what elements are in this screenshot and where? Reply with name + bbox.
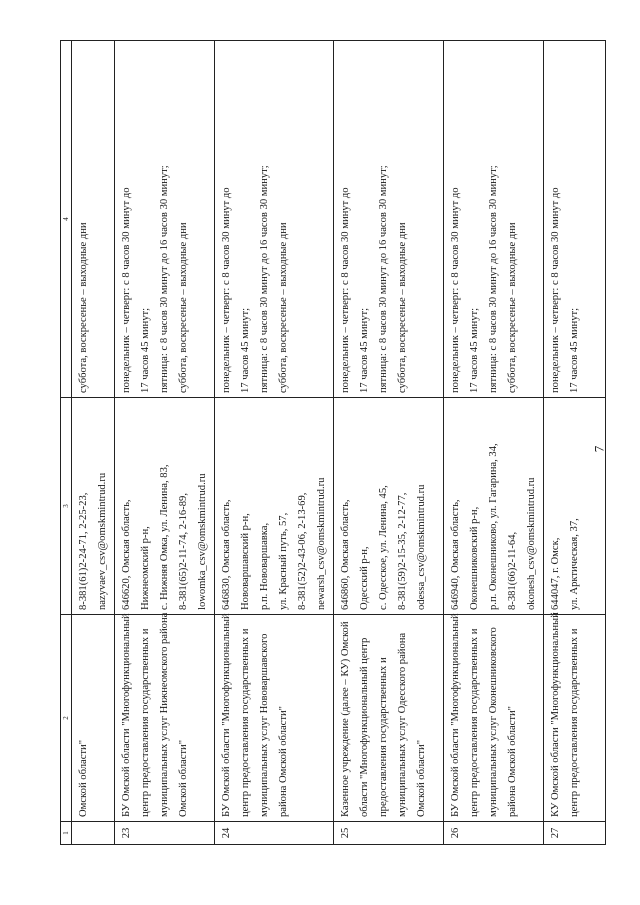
contact-info-line: Нижнеомский р-н, xyxy=(140,526,151,610)
page-number: 7 xyxy=(591,445,607,453)
institution-name-line: района Омской области" xyxy=(278,705,289,817)
institution-name-line: муниципальных услуг Нижнеомского района xyxy=(159,612,170,817)
institution-name-line: области "Многофункциональный центр xyxy=(359,637,370,817)
contact-info-line: 646830, Омская область, xyxy=(221,499,232,610)
institution-name-line: центр предоставления государственных и xyxy=(469,628,480,817)
contact-info-line: odessa_csv@omskmintrud.ru xyxy=(416,484,427,610)
working-hours-line: 17 часов 45 минут; xyxy=(140,307,151,393)
working-hours-line: 17 часов 45 минут; xyxy=(569,307,580,393)
header-row xyxy=(61,41,72,845)
contact-info-line: 8-381(59)2-15-35, 2-12-77, xyxy=(397,492,408,610)
working-hours xyxy=(444,41,544,398)
institution-name xyxy=(444,615,544,822)
working-hours-line: суббота, воскресенье – выходные дни xyxy=(78,222,89,393)
institution-name-line: Омской области" xyxy=(78,739,89,817)
contact-info-line: с. Одесское, ул. Ленина, 45, xyxy=(378,485,389,610)
contact-info-line: 644047, г. Омск, xyxy=(550,537,561,610)
institution-name-line: КУ Омской области "Многофункциональный xyxy=(550,612,561,817)
working-hours-line: пятница: с 8 часов 30 минут до 16 часов 30 минут; xyxy=(159,165,170,393)
institution-name xyxy=(215,615,334,822)
working-hours-line: понедельник – четверг: с 8 часов 30 минут до xyxy=(550,187,561,393)
contact-info-line: 646860, Омская область, xyxy=(340,499,351,610)
contact-info-line: nazyvaev_csv@omskmintrud.ru xyxy=(97,472,108,610)
table-row xyxy=(334,41,444,845)
working-hours-line: суббота, воскресенье – выходные дни xyxy=(507,222,518,393)
institution-name-line: центр предоставления государственных и xyxy=(140,628,151,817)
working-hours xyxy=(215,41,334,398)
contact-info xyxy=(334,398,444,615)
institution-name-line: района Омской области" xyxy=(507,705,518,817)
working-hours-line: понедельник – четверг: с 8 часов 30 минут до xyxy=(221,187,232,393)
working-hours-line: понедельник – четверг: с 8 часов 30 минут до xyxy=(450,187,461,393)
institution-name-line: муниципальных услуг Одесского района xyxy=(397,632,408,817)
table-row xyxy=(115,41,215,845)
contact-info xyxy=(72,398,115,615)
contact-info-line: newarsh_csv@omskmintrud.ru xyxy=(316,477,327,610)
row-number: 23 xyxy=(115,822,215,845)
service-centers-table xyxy=(60,40,606,845)
contact-info xyxy=(115,398,215,615)
header-cell-4: 4 xyxy=(61,41,72,398)
row-number xyxy=(72,822,115,845)
row-number: 25 xyxy=(334,822,444,845)
table-body xyxy=(61,41,606,845)
institution-name-line: Казенное учреждение (далее – КУ) Омской xyxy=(340,621,351,817)
working-hours-line: пятница: с 8 часов 30 минут до 16 часов 30 минут; xyxy=(378,165,389,393)
institution-name-line: БУ Омской области "Многофункциональный xyxy=(450,613,461,817)
institution-name-line: муниципальных услуг Оконешниковского xyxy=(488,627,499,817)
contact-info-line: с. Нижняя Омка, ул. Ленина, 83, xyxy=(159,464,170,610)
institution-name-line: центр предоставления государственных и xyxy=(569,628,580,817)
contact-info xyxy=(544,398,606,615)
institution-name xyxy=(72,615,115,822)
header-cell-3: 3 xyxy=(61,398,72,615)
contact-info-line: Оконешниковский р-н, xyxy=(469,506,480,610)
contact-info-line: 646940, Омская область, xyxy=(450,499,461,610)
working-hours xyxy=(544,41,606,398)
institution-name xyxy=(115,612,215,822)
row-number: 24 xyxy=(215,822,334,845)
rotated-document xyxy=(60,45,580,845)
contact-info-line: 8-381(65)2-11-74, 2-16-89, xyxy=(178,493,189,610)
working-hours-line: 17 часов 45 минут; xyxy=(359,307,370,393)
working-hours xyxy=(72,41,115,398)
contact-info xyxy=(444,398,544,615)
working-hours xyxy=(115,41,215,398)
contact-info-line: Одесский р-н, xyxy=(359,546,370,610)
contact-info-line: 646620, Омская область, xyxy=(121,499,132,610)
working-hours-line: пятница: с 8 часов 30 минут до 16 часов 30 минут; xyxy=(488,165,499,393)
header-cell-2: 2 xyxy=(61,615,72,822)
table-row xyxy=(72,41,115,845)
working-hours-line: понедельник – четверг: с 8 часов 30 минут до xyxy=(340,187,351,393)
contact-info-line: lowomka_csv@omskmintrud.ru xyxy=(197,473,208,610)
working-hours-line: пятница: с 8 часов 30 минут до 16 часов 30 минут; xyxy=(259,165,270,393)
contact-info xyxy=(215,398,334,615)
table-row xyxy=(444,41,544,845)
working-hours xyxy=(334,41,444,398)
table-row xyxy=(215,41,334,845)
contact-info-line: р.п. Нововаршавка, xyxy=(259,522,270,610)
contact-info-line: 8-381(52)2-43-06, 2-13-69, xyxy=(297,492,308,610)
institution-name-line: центр предоставления государственных и xyxy=(240,628,251,817)
institution-name-line: Омской области" xyxy=(416,739,427,817)
institution-name-line: Омской области" xyxy=(178,739,189,817)
institution-name-line: муниципальных услуг Нововаршавского xyxy=(259,633,270,817)
contact-info-line: ул. Арктическая, 37, xyxy=(569,518,580,610)
row-number: 27 xyxy=(544,822,606,845)
working-hours-line: 17 часов 45 минут; xyxy=(469,307,480,393)
contact-info-line: ул. Красный путь, 57, xyxy=(278,512,289,610)
header-cell-1: 1 xyxy=(61,822,72,845)
contact-info-line: 8-381(66)2-11-64, xyxy=(507,531,518,610)
institution-name-line: БУ Омской области "Многофункциональный xyxy=(121,613,132,817)
working-hours-line: 17 часов 45 минут; xyxy=(240,307,251,393)
row-number: 26 xyxy=(444,822,544,845)
working-hours-line: суббота, воскресенье – выходные дни xyxy=(278,222,289,393)
table-row xyxy=(544,41,606,845)
working-hours-line: суббота, воскресенье – выходные дни xyxy=(397,222,408,393)
institution-name-line: БУ Омской области "Многофункциональный xyxy=(221,613,232,817)
contact-info-line: 8-381(61)2-24-71, 2-25-23, xyxy=(78,492,89,610)
contact-info-line: р.п. Оконешниково, ул. Гагарина, 34, xyxy=(488,443,499,610)
institution-name xyxy=(544,612,606,822)
institution-name-line: предоставления государственных и xyxy=(378,657,389,817)
contact-info-line: Нововаршавский р-н, xyxy=(240,513,251,610)
working-hours-line: понедельник – четверг: с 8 часов 30 минут до xyxy=(121,187,132,393)
contact-info-line: okonesh_csv@omskmintrud.ru xyxy=(526,477,537,610)
working-hours-line: суббота, воскресенье – выходные дни xyxy=(178,222,189,393)
institution-name xyxy=(334,615,444,822)
